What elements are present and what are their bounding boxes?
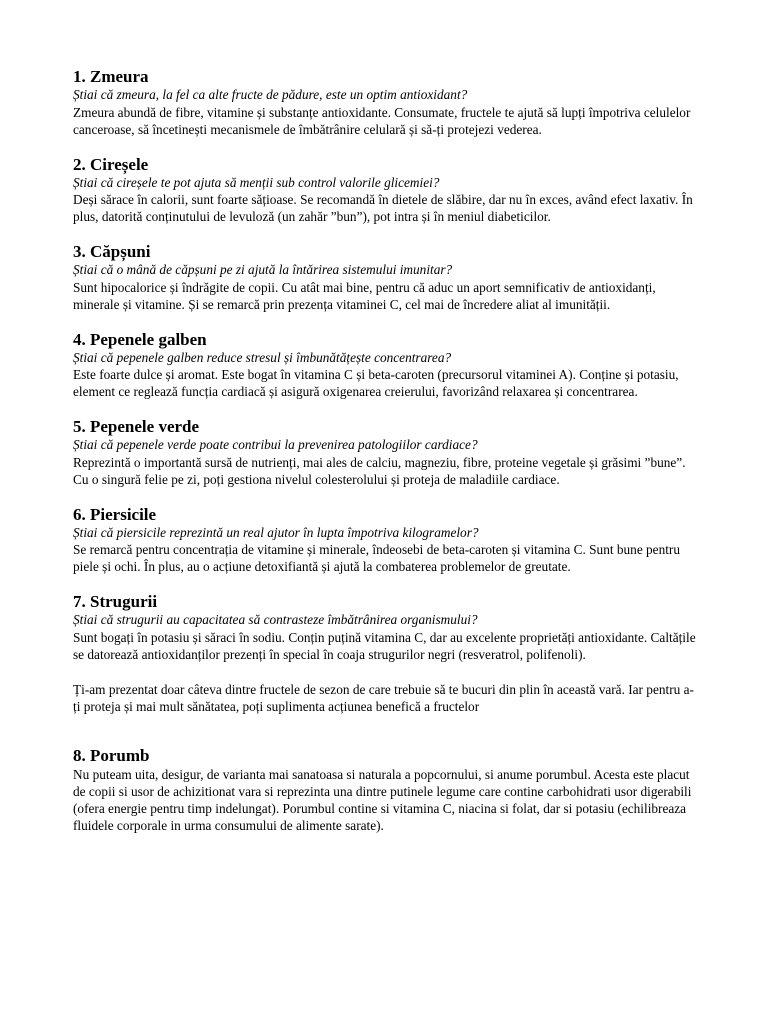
section-gap bbox=[73, 663, 699, 681]
section-gap bbox=[73, 488, 699, 505]
section-gap bbox=[73, 313, 699, 330]
section-porumb bbox=[73, 746, 699, 834]
section-title: 2. Cireșele bbox=[73, 154, 149, 174]
section-gap bbox=[73, 575, 699, 592]
section-gap bbox=[73, 138, 699, 155]
section-title: 7. Strugurii bbox=[73, 592, 158, 611]
section-body: Se remarcă pentru concentrația de vitamine și minerale, îndeosebi de beta-caroten și vitamina C. Sunt bune pentru piele și ochi. În plus, au o acțiune detoxifiantă și ajută la combaterea problemelor de greutate. bbox=[73, 542, 681, 574]
section-title: 5. Pepenele verde bbox=[73, 417, 200, 436]
document-page bbox=[73, 67, 699, 834]
section-body: Nu puteam uita, desigur, de varianta mai sanatoasa si naturala a popcornului, si anume porumbul. Acesta este placut de copii si usor de achizitionat vara si reprezinta una dintre putinele legume care contine carbohidrati usor digerabili (ofera energie pentru timp indelungat). Porumbul contine si vitamina C, niacina si folat, dar si potasiu (echilibreaza fluidele corporale in urma consumului de alimente sarate). bbox=[73, 766, 692, 833]
section-title: 3. Căpșuni bbox=[73, 242, 151, 261]
conclusion-paragraph: Ți-am prezentat doar câteva dintre fructele de sezon de care trebuie să te bucuri din plin în această vară. Iar pentru a-ți proteja și mai mult sănătatea, poți suplimenta acțiunea benefică a fructelor bbox=[73, 681, 694, 714]
section-piersici bbox=[73, 505, 699, 576]
section-question: Știai că cireșele te pot ajuta să menții sub control valorile glicemiei? bbox=[73, 174, 440, 190]
section-title: 8. Porumb bbox=[73, 745, 150, 765]
section-gap bbox=[73, 400, 699, 417]
section-capsuni bbox=[73, 242, 699, 313]
section-title: 1. Zmeura bbox=[73, 67, 149, 86]
section-zmeura bbox=[73, 67, 699, 138]
section-body: Deși sărace în calorii, sunt foarte sățioase. Se recomandă în dietele de slăbire, dar nu în exces, având efect laxativ. În plus, datorită conținutului de levuloză (un zahăr ”bun”), pot intra și în meniul diabeticilor. bbox=[73, 192, 693, 224]
section-title: 4. Pepenele galben bbox=[73, 329, 207, 349]
section-title: 6. Piersicile bbox=[73, 504, 157, 524]
section-question: Știai că o mână de căpșuni pe zi ajută la întărirea sistemului imunitar? bbox=[73, 262, 453, 277]
section-body: Sunt bogați în potasiu și săraci în sodiu. Conțin puțină vitamina C, dar au excelente proprietăți antioxidante. Caltățile se datorează antioxidanților prezenți în special în coaja strugurilor negri (resveratrol, polifenoli). bbox=[73, 629, 696, 662]
section-pepene-verde bbox=[73, 417, 699, 488]
section-question: Știai că strugurii au capacitatea să contrasteze îmbătrânirea organismului? bbox=[73, 612, 478, 627]
section-struguri bbox=[73, 592, 699, 663]
section-question: Știai că pepenele galben reduce stresul și îmbunătățește concentrarea? bbox=[73, 349, 452, 365]
section-pepene-galben bbox=[73, 330, 699, 401]
section-body: Reprezintă o importantă sursă de nutrienți, mai ales de calciu, magneziu, fibre, proteine vegetale și grăsimi ”bune”. Cu o singură felie pe zi, poți gestiona nivelul colesterolului și proteja de maladiile cardiace. bbox=[73, 454, 686, 487]
section-question: Știai că zmeura, la fel ca alte fructe de pădure, este un optim antioxidant? bbox=[73, 87, 468, 102]
section-gap bbox=[73, 715, 699, 746]
section-cirese bbox=[73, 155, 699, 226]
section-gap bbox=[73, 225, 699, 242]
section-body: Este foarte dulce și aromat. Este bogat în vitamina C și beta-caroten (precursorul vitaminei A). Conține și potasiu, element ce reglează funcția cardiacă și asigură oxigenarea creierului, favorizând relaxarea și concentrarea. bbox=[73, 367, 679, 399]
section-body: Sunt hipocalorice și îndrăgite de copii. Cu atât mai bine, pentru că aduc un aport semnificativ de antioxidanți, minerale și vitamine. Și se remarcă prin prezența vitaminei C, cel mai de încredere aliat al imunității. bbox=[73, 279, 656, 312]
section-question: Știai că pepenele verde poate contribui la prevenirea patologiilor cardiace? bbox=[73, 437, 478, 452]
section-body: Zmeura abundă de fibre, vitamine și substanțe antioxidante. Consumate, fructele te ajută să lupți împotriva celulelor canceroase, să încetinești mecanismele de îmbătrânire celulară și să-ți protejezi vederea. bbox=[73, 104, 691, 137]
section-question: Știai că piersicile reprezintă un real ajutor în lupta împotriva kilogramelor? bbox=[73, 524, 479, 540]
